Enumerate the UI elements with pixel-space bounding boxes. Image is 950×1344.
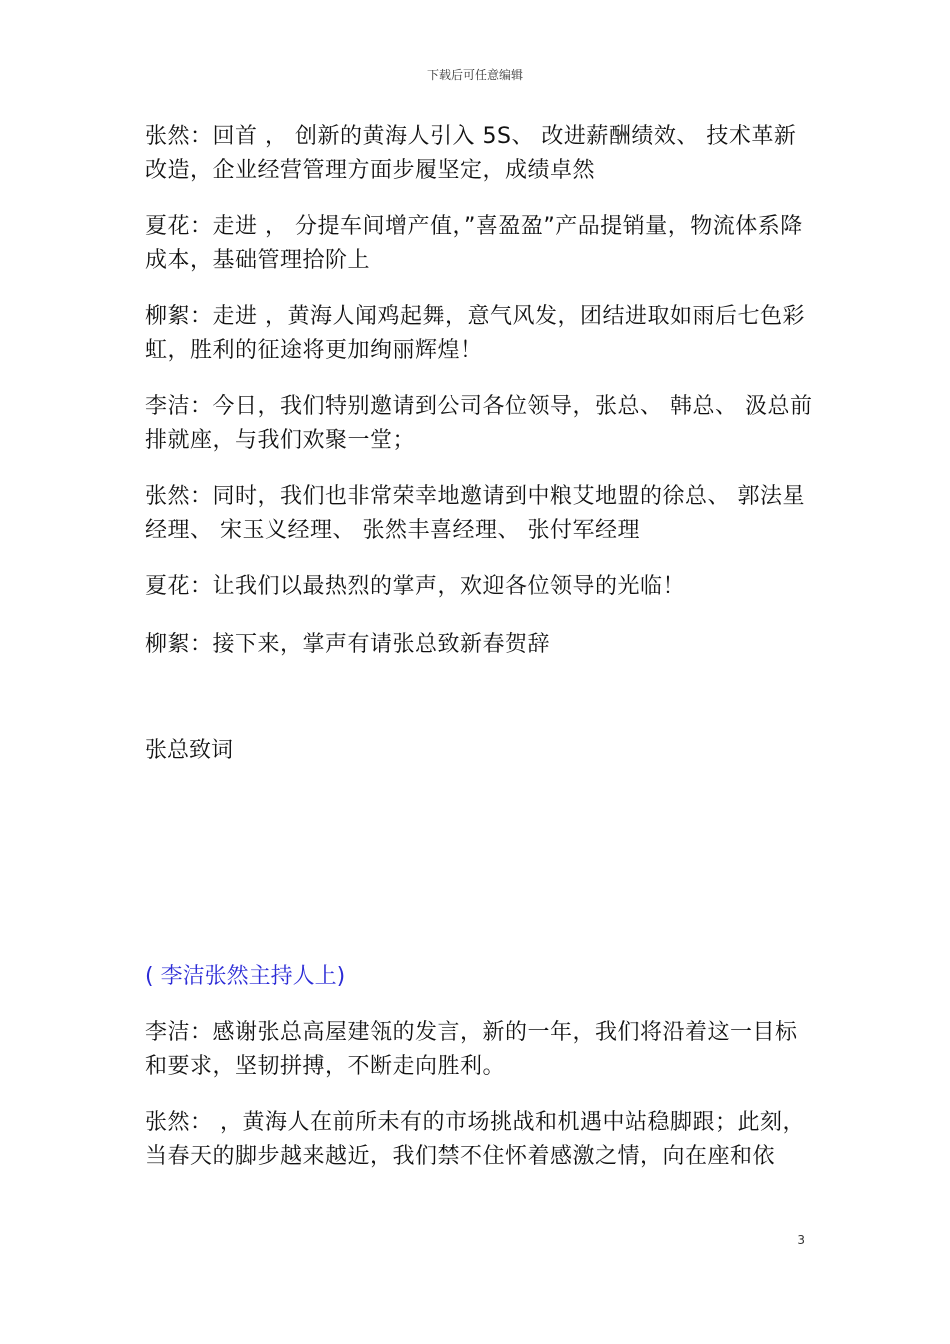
page-header: 下载后可任意编辑 xyxy=(426,68,523,82)
paragraph: 张然： ，黄海人在前所未有的市场挑战和机遇中站稳脚跟；此刻，当春天的脚步越来越近，我们禁不住怀着感激之情，向在座和依 xyxy=(145,1110,805,1169)
section-title: ( 李洁张然主持人上) xyxy=(145,964,346,989)
paragraph: 李洁：今日，我们特别邀请到公司各位领导，张总、 韩总、 汲总前排就座，与我们欢聚一堂； xyxy=(145,394,813,453)
paragraph: 李洁：感谢张总高屋建瓴的发言，新的一年，我们将沿着这一目标和要求，坚韧拼搏，不断走向胜利。 xyxy=(145,1020,798,1079)
paragraph: 夏花：走进 ， 分提车间增产值，”喜盈盈”产品提销量，物流体系降成本，基础管理拾阶上 xyxy=(145,214,803,273)
document-body xyxy=(145,120,815,1196)
paragraph: 柳絮：接下来，掌声有请张总致新春贺辞 xyxy=(145,632,551,657)
speech-heading: 张总致词 xyxy=(145,738,234,763)
page-number: 3 xyxy=(797,1233,805,1247)
paragraph: 张然：回首 ， 创新的黄海人引入 5S、 改进薪酬绩效、 技术革新改造，企业经营管理方面步履坚定，成绩卓然 xyxy=(145,124,797,183)
paragraph: 夏花：让我们以最热烈的掌声，欢迎各位领导的光临！ xyxy=(145,574,686,599)
paragraph: 柳絮：走进 ，黄海人闻鸡起舞，意气风发，团结进取如雨后七色彩虹，胜利的征途将更加绚丽辉煌！ xyxy=(145,304,805,363)
paragraph: 张然：同时，我们也非常荣幸地邀请到中粮艾地盟的徐总、 郭法星经理、 宋玉义经理、 张然丰喜经理、 张付军经理 xyxy=(145,484,805,543)
